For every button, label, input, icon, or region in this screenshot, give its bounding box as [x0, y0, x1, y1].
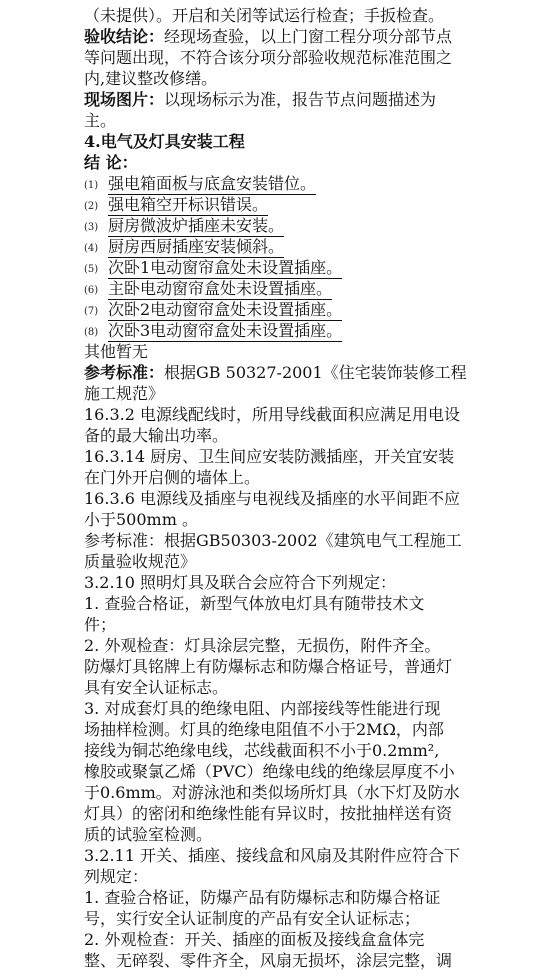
- text-line: 等问题出现，不符合该分项分部验收规范标准范围之: [84, 48, 453, 67]
- item-number: (4): [84, 243, 99, 254]
- item-text: 主卧电动窗帘盒处未设置插座。: [108, 279, 333, 298]
- text-line: 质的试验室检测。: [84, 825, 213, 844]
- item-text: 强电箱面板与底盒安装错位。: [108, 174, 317, 193]
- photos-text: 以现场标示为准，报告节点问题描述为: [164, 90, 437, 109]
- label-acceptance: 验收结论：: [84, 27, 165, 46]
- item-number: (1): [84, 180, 99, 191]
- text-line: [84, 90, 436, 110]
- text-line: 灯具）的密闭和绝缘性能有异议时，按批抽样送有资: [84, 804, 453, 823]
- item-number: (5): [84, 264, 99, 275]
- text-line: 施工规范》: [84, 384, 165, 403]
- item-number: (2): [84, 201, 99, 212]
- list-item: [84, 174, 316, 196]
- section-title: 4.电气及灯具安装工程: [84, 132, 245, 151]
- text-line: 16.3.14 厨房、卫生间应安装防溅插座，开关宜安装: [84, 447, 455, 466]
- item-number: (8): [84, 327, 99, 338]
- text-line: 3.2.10 照明灯具及联合会应符合下列规定：: [84, 573, 396, 592]
- text-line: 备的最大输出功率。: [84, 426, 229, 445]
- text-line: 件；: [84, 615, 117, 634]
- text-line: 号，实行安全认证制度的产品有安全认证标志；: [84, 909, 421, 928]
- text-line: [84, 27, 452, 47]
- item-text: 次卧1电动窗帘盒处未设置插座。: [108, 258, 343, 277]
- text-line: 3. 对成套灯具的绝缘电阻、内部接线等性能进行现: [84, 699, 441, 718]
- item-text: 次卧3电动窗帘盒处未设置插座。: [108, 321, 343, 340]
- text-line: 整、无碎裂、零件齐全，风扇无损坏，涂层完整，调: [84, 951, 453, 970]
- item-text: 厨房西厨插座安装倾斜。: [108, 237, 285, 256]
- text-line: 防爆灯具铭牌上有防爆标志和防爆合格证号，普通灯: [84, 657, 453, 676]
- text-line: （未提供）。开启和关闭等试运行检查；手扳检查。: [84, 6, 445, 25]
- item-number: (7): [84, 306, 99, 317]
- list-item: [84, 321, 342, 343]
- text-line: 1. 查验合格证，新型气体放电灯具有随带技术文: [84, 594, 425, 613]
- text-line: 具有安全认证标志。: [84, 678, 229, 697]
- label-reference: 参考标准：: [84, 363, 165, 382]
- text-line: 参考标准：根据GB50303-2002《建筑电气工程施工: [84, 531, 462, 550]
- text-line: 在门外开启侧的墙体上。: [84, 468, 261, 487]
- item-text: 强电箱空开标识错误。: [108, 195, 269, 214]
- list-item: [84, 279, 332, 301]
- text-line: 主。: [84, 111, 117, 130]
- item-number: (6): [84, 285, 99, 296]
- item-text: 次卧2电动窗帘盒处未设置插座。: [108, 300, 343, 319]
- text-line: 1. 查验合格证，防爆产品有防爆标志和防爆合格证: [84, 888, 441, 907]
- list-item: [84, 237, 284, 259]
- text-line: 接线为铜芯绝缘电线，芯线截面积不小于0.2mm²,: [84, 741, 440, 760]
- text-line: 其他暂无: [84, 342, 149, 361]
- list-item: [84, 258, 342, 280]
- text-line: 内,建议整改修缮。: [84, 69, 218, 88]
- text-line: 小于500mm 。: [84, 510, 198, 529]
- list-item: [84, 216, 284, 238]
- text-line: 16.3.2 电源线配线时，所用导线截面积应满足用电设: [84, 405, 460, 424]
- acceptance-text: 经现场查验，以上门窗工程分项分部节点: [164, 27, 453, 46]
- text-line: 2. 外观检查：灯具涂层完整，无损伤，附件齐全。: [84, 636, 441, 655]
- text-line: 质量验收规范》: [84, 552, 197, 571]
- text-line: 场抽样检测。灯具的绝缘电阻值不小于2MΩ，内部: [84, 720, 444, 739]
- list-item: [84, 300, 342, 322]
- text-line: [84, 363, 467, 383]
- text-line: 3.2.11 开关、插座、接线盒和风扇及其附件应符合下: [84, 846, 460, 865]
- list-item: [84, 195, 268, 217]
- item-text: 厨房微波炉插座未安装。: [108, 216, 285, 235]
- text-line: 于0.6mm。对游泳池和类似场所灯具（水下灯及防水: [84, 783, 460, 802]
- text-line: 16.3.6 电源线及插座与电视线及插座的水平间距不应: [84, 489, 460, 508]
- item-number: (3): [84, 222, 99, 233]
- text-line: 列规定：: [84, 867, 149, 886]
- reference-text: 根据GB 50327-2001《住宅装饰装修工程: [164, 363, 467, 382]
- text-line: 橡胶或聚氯乙烯（PVC）绝缘电线的绝缘层厚度不小: [84, 762, 455, 781]
- conclusion-label: 结 论：: [84, 153, 138, 172]
- text-line: 2. 外观检查：开关、插座的面板及接线盒盒体完: [84, 930, 425, 949]
- label-photos: 现场图片：: [84, 90, 165, 109]
